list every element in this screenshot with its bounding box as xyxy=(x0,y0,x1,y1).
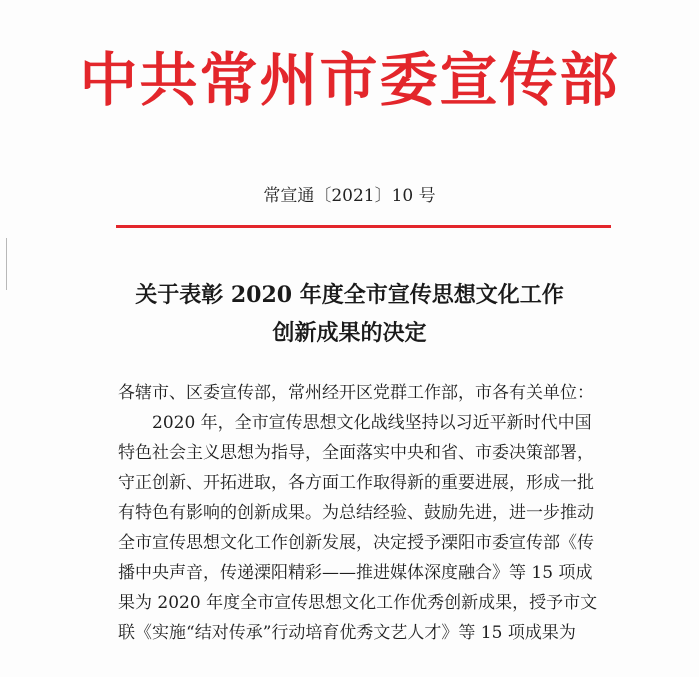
body-line: 特色社会主义思想为指导，全面落实中央和省、市委决策部署， xyxy=(118,443,594,463)
salutation-line: 各辖市、区委宣传部，常州经开区党群工作部，市各有关单位： xyxy=(118,383,594,403)
body-line: 播中央声音，传递溧阳精彩——推进媒体深度融合》等 15 项成 xyxy=(118,563,593,583)
body-line: 联《实施“结对传承”行动培育优秀文艺人才》等 15 项成果为 xyxy=(118,623,576,643)
body-line: 守正创新、开拓进取，各方面工作取得新的重要进展，形成一批 xyxy=(118,473,594,493)
issuing-organization-header: 中共常州市委宣传部 xyxy=(79,46,620,114)
title-line-2: 创新成果的决定 xyxy=(272,320,427,346)
document-number: 常宣通〔2021〕10 号 xyxy=(263,186,436,206)
body-line: 有特色有影响的创新成果。为总结经验、鼓励先进，进一步推动 xyxy=(118,503,594,523)
document-title xyxy=(0,276,699,352)
title-line-1: 关于表彰 2020 年度全市宣传思想文化工作 xyxy=(135,282,564,308)
body-line: 果为 2020 年度全市宣传思想文化工作优秀创新成果，授予市文 xyxy=(118,593,598,613)
document-body xyxy=(118,378,618,648)
red-separator-line xyxy=(116,225,611,228)
body-line: 2020 年，全市宣传思想文化战线坚持以习近平新时代中国 xyxy=(118,413,592,433)
body-line: 全市宣传思想文化工作创新发展，决定授予溧阳市委宣传部《传 xyxy=(118,533,594,553)
